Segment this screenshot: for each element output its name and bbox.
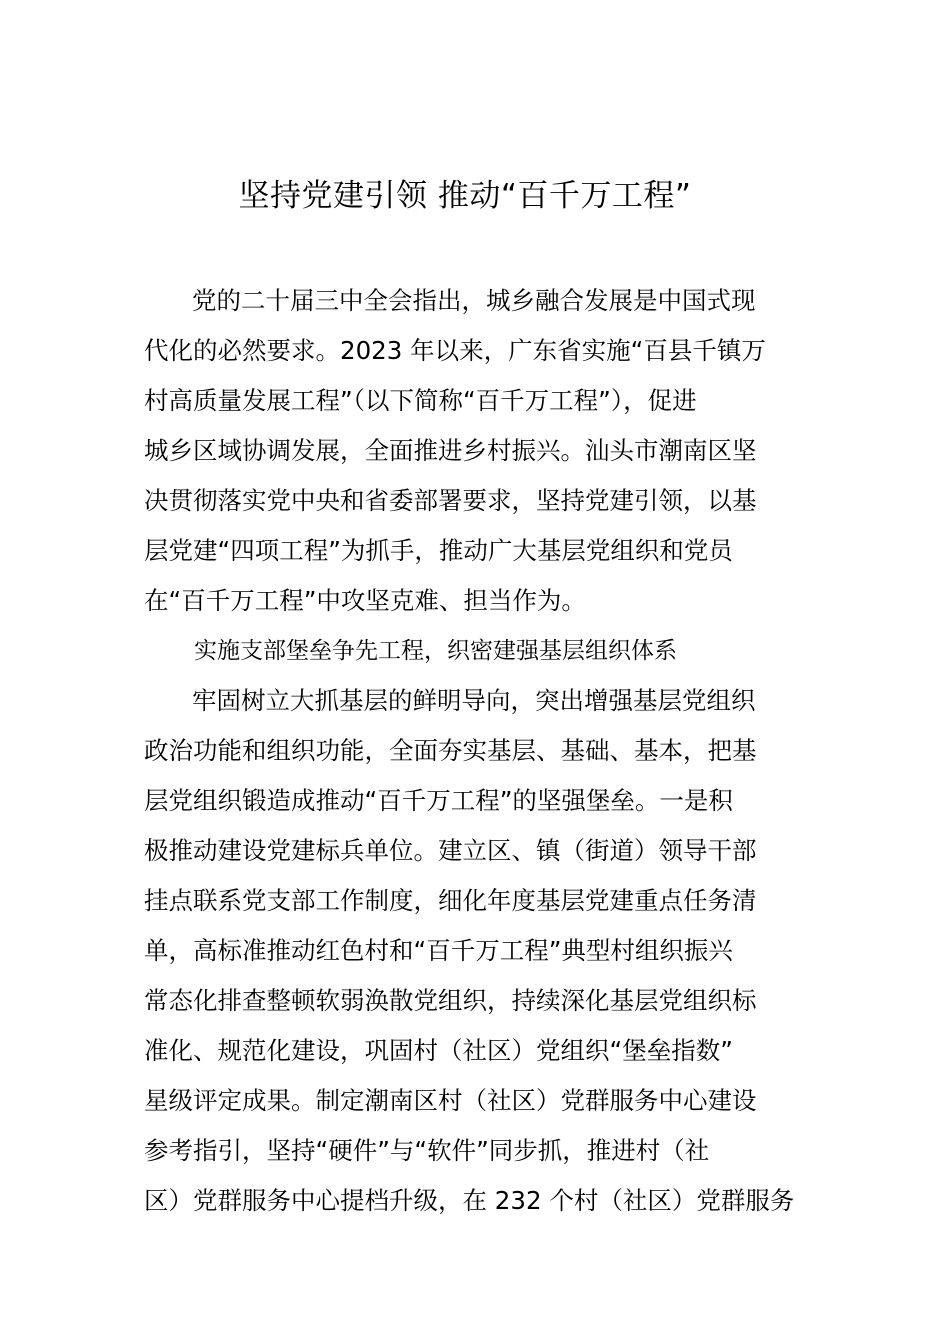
paragraph-line: 单，高标准推动红色村和“百千万工程”典型村组织振兴: [144, 936, 733, 965]
paragraph-line: 党的二十届三中全会指出，城乡融合发展是中国式现: [192, 286, 756, 315]
paragraph-line: 牢固树立大抓基层的鲜明导向，突出增强基层党组织: [192, 686, 756, 715]
paragraph-line: 层党组织锻造成推动“百千万工程”的坚强堡垒。一是积: [144, 786, 733, 815]
paragraph-line: 代化的必然要求。2023 年以来，广东省实施“百县千镇万: [144, 336, 766, 365]
paragraph-line: 极推动建设党建标兵单位。建立区、镇（街道）领导干部: [144, 836, 757, 865]
paragraph-line: 在“百千万工程”中攻坚克难、担当作为。: [144, 586, 586, 615]
paragraph-line: 星级评定成果。制定潮南区村（社区）党群服务中心建设: [144, 1086, 757, 1115]
paragraph-line: 村高质量发展工程”（以下简称“百千万工程”），促进: [144, 386, 697, 415]
paragraph-line: 决贯彻落实党中央和省委部署要求，坚持党建引领，以基: [144, 486, 757, 515]
paragraph-line: 区）党群服务中心提档升级，在 232 个村（社区）党群服务: [144, 1186, 795, 1215]
paragraph-line: 准化、规范化建设，巩固村（社区）党组织“堡垒指数”: [144, 1036, 733, 1065]
paragraph-line: 常态化排查整顿软弱涣散党组织，持续深化基层党组织标: [144, 986, 757, 1015]
paragraph-line: 政治功能和组织功能，全面夯实基层、基础、基本，把基: [144, 736, 757, 765]
paragraph-line: 挂点联系党支部工作制度，细化年度基层党建重点任务清: [144, 886, 757, 915]
paragraph-line: 参考指引，坚持“硬件”与“软件”同步抓，推进村（社: [144, 1136, 710, 1165]
section-heading: 实施支部堡垒争先工程，织密建强基层组织体系: [194, 638, 677, 664]
paragraph-line: 城乡区域协调发展，全面推进乡村振兴。汕头市潮南区坚: [144, 436, 757, 465]
article-title: 坚持党建引领 推动“百千万工程”: [238, 178, 692, 214]
paragraph-line: 层党建“四项工程”为抓手，推动广大基层党组织和党员: [144, 536, 733, 565]
